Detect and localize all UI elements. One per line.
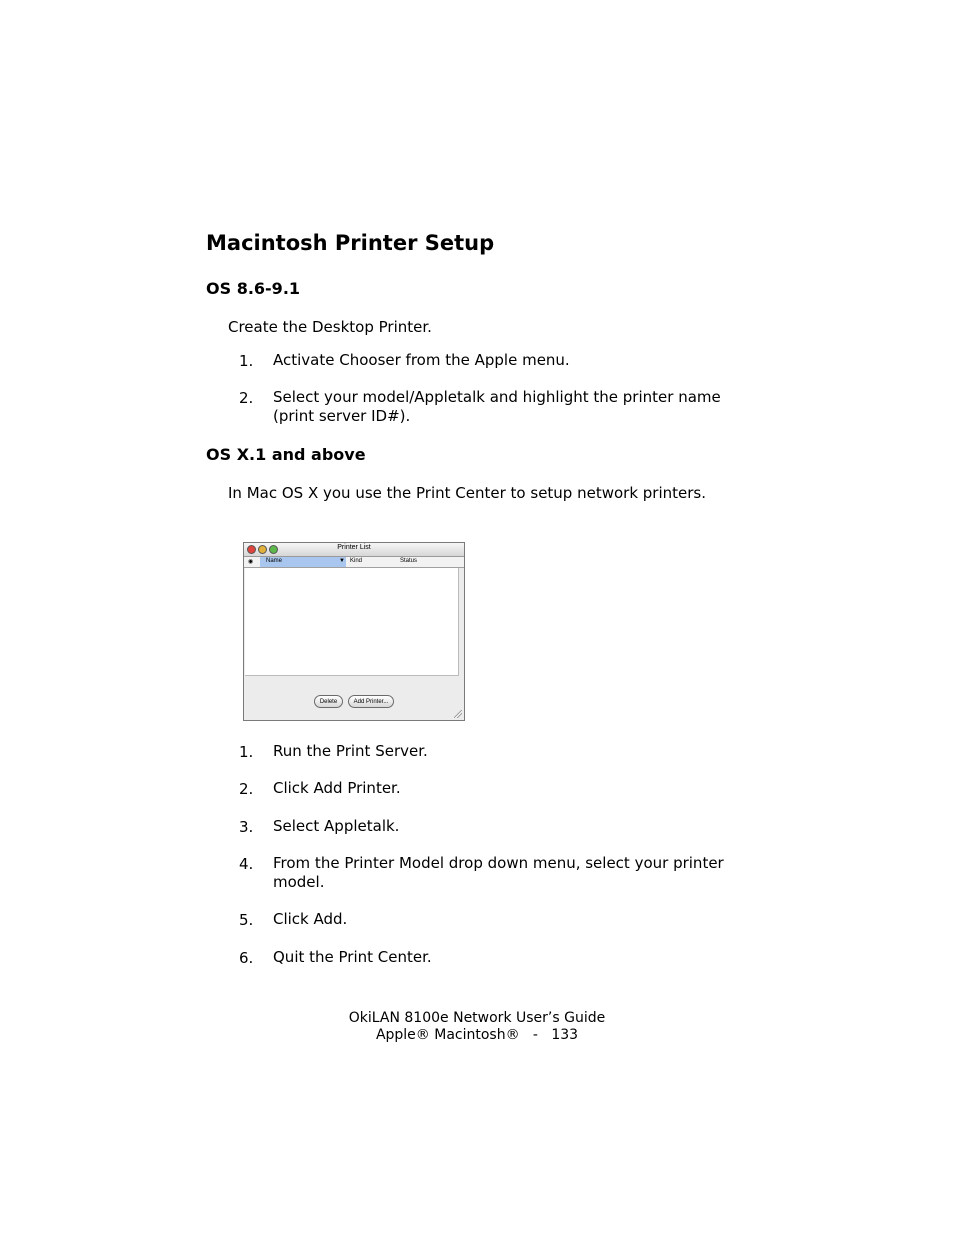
page-title: Macintosh Printer Setup: [206, 231, 495, 255]
section-heading-osx: OS X.1 and above: [206, 445, 366, 464]
step-text: Activate Chooser from the Apple menu.: [273, 351, 570, 369]
step-text: Quit the Print Center.: [273, 948, 432, 966]
column-name[interactable]: Name: [266, 558, 283, 564]
step-number: 1.: [239, 743, 254, 761]
resize-grip-icon[interactable]: [454, 710, 462, 718]
column-kind[interactable]: Kind: [350, 558, 363, 564]
step-number: 4.: [239, 855, 254, 873]
add-printer-button[interactable]: Add Printer...: [348, 695, 394, 708]
step-number: 3.: [239, 818, 254, 836]
footer-guide-title: OkiLAN 8100e Network User’s Guide: [348, 1010, 606, 1026]
section-intro-os9: Create the Desktop Printer.: [228, 318, 432, 336]
step-text: From the Printer Model drop down menu, select your printer model.: [273, 854, 724, 891]
footer-page-number: Apple® Macintosh® - 133: [375, 1027, 579, 1043]
column-status[interactable]: Status: [400, 558, 418, 564]
step-number: 5.: [239, 911, 254, 929]
column-header-row: [244, 557, 464, 568]
section-intro-osx: In Mac OS X you use the Print Center to setup network printers.: [228, 484, 707, 502]
window-titlebar: [244, 543, 464, 557]
step-number: 1.: [239, 352, 254, 370]
sort-arrow-icon: ▼: [339, 558, 345, 564]
step-text: Select your model/Appletalk and highlight the printer name (print server ID#).: [273, 388, 721, 425]
delete-button[interactable]: Delete: [314, 695, 343, 708]
step-number: 6.: [239, 949, 254, 967]
window-title: Printer List: [337, 544, 371, 551]
printer-list-window: [243, 542, 465, 721]
step-number: 2.: [239, 780, 254, 798]
section-heading-os9: OS 8.6-9.1: [206, 279, 301, 298]
printer-list[interactable]: [245, 568, 459, 676]
step-text: Click Add Printer.: [273, 779, 401, 797]
step-text: Select Appletalk.: [273, 817, 400, 835]
step-number: 2.: [239, 389, 254, 407]
status-indicator-icon: ◉: [248, 559, 254, 565]
step-text: Click Add.: [273, 910, 348, 928]
step-text: Run the Print Server.: [273, 742, 428, 760]
